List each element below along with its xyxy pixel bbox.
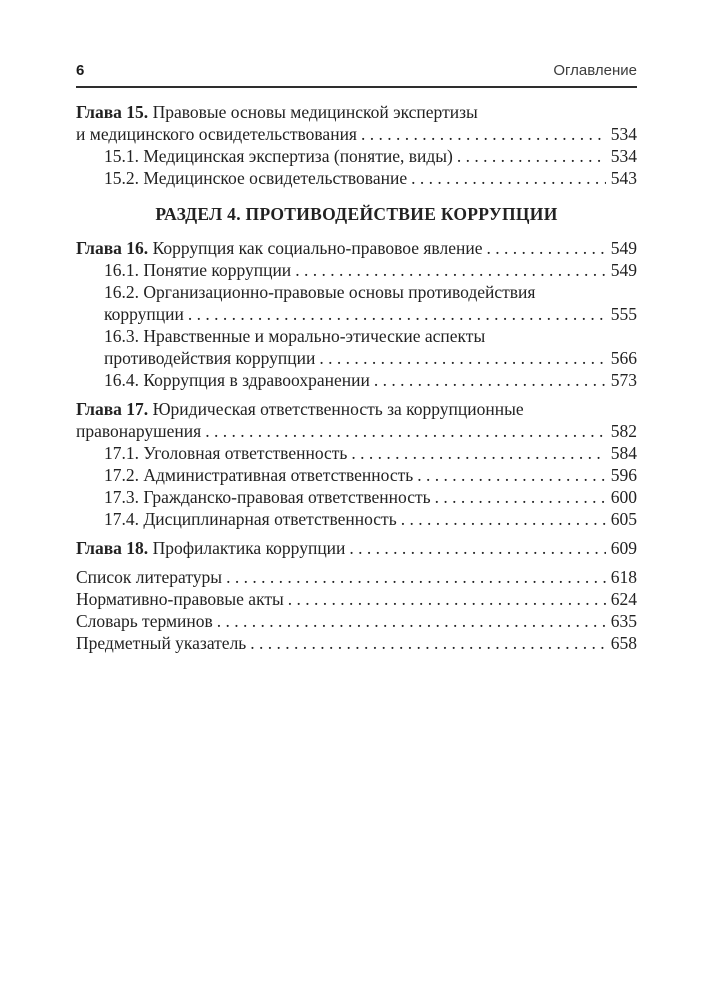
- dot-leader: [417, 464, 606, 486]
- toc-entry-text: 15.2. Медицинское освидетельствование: [104, 168, 408, 188]
- running-header-title: Оглавление: [553, 62, 637, 79]
- toc-page-number: 566: [610, 348, 637, 368]
- dot-leader: [361, 123, 606, 145]
- toc-entry: [76, 237, 637, 259]
- toc-entry: [76, 123, 637, 145]
- toc-entry: [76, 464, 637, 486]
- toc-entry: [76, 610, 637, 632]
- toc-entry-text: 15.1. Медицинская экспертиза (понятие, виды): [104, 146, 453, 166]
- running-header: [76, 62, 637, 88]
- toc-entry-text: 16.2. Организационно-правовые основы противодействия: [104, 282, 536, 302]
- toc-entry: [76, 303, 637, 325]
- toc-entry: [76, 259, 637, 281]
- toc-entry-text: Глава 15. Правовые основы медицинской экспертизы: [76, 102, 478, 122]
- toc-entry: [76, 369, 637, 391]
- toc-entry-text: 16.3. Нравственные и морально-этические аспекты: [104, 326, 486, 346]
- toc-entry-text: противодействия коррупции: [104, 348, 316, 368]
- toc-entry-text: 17.4. Дисциплинарная ответственность: [104, 509, 397, 529]
- toc-entry: [76, 325, 637, 347]
- toc-entry-text: Список литературы: [76, 567, 223, 587]
- toc-page-number: 635: [610, 611, 637, 631]
- toc-entry: [76, 632, 637, 654]
- toc-entry: [76, 398, 637, 420]
- toc-entry-text: Глава 16. Коррупция как социально-правовое явление: [76, 238, 483, 258]
- toc-page-number: 609: [610, 538, 637, 558]
- dot-leader: [374, 369, 606, 391]
- toc-group: [76, 398, 637, 530]
- dot-leader: [188, 303, 606, 325]
- toc-page-number: 618: [610, 567, 637, 587]
- toc-page-number: 584: [610, 443, 637, 463]
- dot-leader: [411, 167, 606, 189]
- section-heading: РАЗДЕЛ 4. ПРОТИВОДЕЙСТВИЕ КОРРУПЦИИ: [155, 204, 558, 224]
- toc-entry-text: 17.3. Гражданско-правовая ответственность: [104, 487, 431, 507]
- toc-page-number: 600: [610, 487, 637, 507]
- toc-entry-text: Словарь терминов: [76, 611, 213, 631]
- chapter-label: Глава 17.: [76, 399, 153, 419]
- toc-page-number: 534: [610, 124, 637, 144]
- toc-entry: [76, 347, 637, 369]
- chapter-label: Глава 15.: [76, 102, 153, 122]
- toc-entry: [76, 420, 637, 442]
- toc-entry: [76, 588, 637, 610]
- toc-entry-text: 17.2. Административная ответственность: [104, 465, 414, 485]
- toc-page-number: 624: [610, 589, 637, 609]
- toc-entry-text: Предметный указатель: [76, 633, 247, 653]
- toc-page-number: 658: [610, 633, 637, 653]
- dot-leader: [486, 237, 606, 259]
- toc-page-number: 605: [610, 509, 637, 529]
- toc-page-number: 549: [610, 260, 637, 280]
- dot-leader: [435, 486, 606, 508]
- chapter-label: Глава 18.: [76, 538, 153, 558]
- toc-entry-text: коррупции: [104, 304, 184, 324]
- toc-entry: [76, 101, 637, 123]
- toc-entry-text: 16.4. Коррупция в здравоохранении: [104, 370, 370, 390]
- toc-entry: [76, 486, 637, 508]
- toc-page-number: 543: [610, 168, 637, 188]
- toc-entry-text: и медицинского освидетельствования: [76, 124, 357, 144]
- toc-group: [76, 537, 637, 559]
- toc-group: [76, 566, 637, 654]
- toc-entry-text: правонарушения: [76, 421, 202, 441]
- toc-page-number: 573: [610, 370, 637, 390]
- toc-entry-text: 17.1. Уголовная ответственность: [104, 443, 348, 463]
- toc-page-number: 534: [610, 146, 637, 166]
- toc-entry-text: Глава 18. Профилактика коррупции: [76, 538, 346, 558]
- dot-leader: [217, 610, 606, 632]
- toc-entry: [76, 145, 637, 167]
- page-number: 6: [76, 62, 85, 79]
- toc-entry-text: Нормативно-правовые акты: [76, 589, 284, 609]
- dot-leader: [351, 442, 606, 464]
- dot-leader: [250, 632, 606, 654]
- dot-leader: [457, 145, 606, 167]
- toc-page-number: 582: [610, 421, 637, 441]
- toc-group: [76, 101, 637, 189]
- dot-leader: [319, 347, 606, 369]
- toc-entry: [76, 442, 637, 464]
- toc-entry: [76, 508, 637, 530]
- toc-entry-text: Глава 17. Юридическая ответственность за коррупционные: [76, 399, 524, 419]
- toc-entry: [76, 167, 637, 189]
- dot-leader: [288, 588, 606, 610]
- toc-page-number: 596: [610, 465, 637, 485]
- chapter-label: Глава 16.: [76, 238, 153, 258]
- toc-page-number: 555: [610, 304, 637, 324]
- dot-leader: [295, 259, 606, 281]
- toc-entry: [76, 566, 637, 588]
- table-of-contents: [76, 101, 637, 654]
- dot-leader: [349, 537, 606, 559]
- dot-leader: [226, 566, 606, 588]
- toc-group: [76, 237, 637, 391]
- dot-leader: [205, 420, 606, 442]
- toc-entry-text: 16.1. Понятие коррупции: [104, 260, 292, 280]
- toc-page-number: 549: [610, 238, 637, 258]
- toc-entry: [76, 281, 637, 303]
- toc-entry: [76, 537, 637, 559]
- dot-leader: [401, 508, 606, 530]
